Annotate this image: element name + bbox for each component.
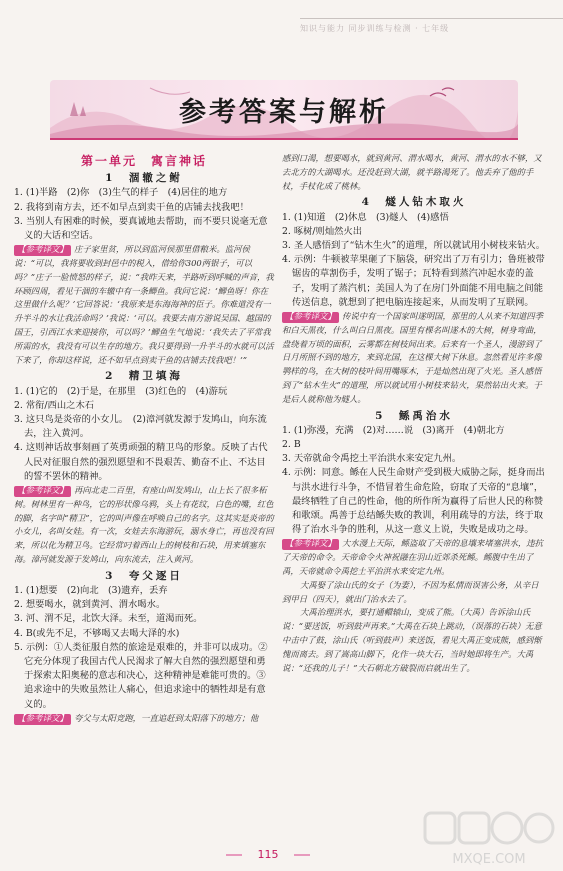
ref-text: 传说中有一个国家叫遂明国，那里的人从来不知道四季和白天黑夜，什么叫白日黑夜。国里有棵名叫遂木的大树，树身弯曲，盘绕着万顷的面积，云雾都在树枝间出来。后来有一个圣人，漫游到了日月所照不到的地方，来到北国，在这棵大树下休息。忽然看见许多像鹗样的鸟，在大树的枝叶间用嘴啄木，于是灿然出现了火光。圣人感悟到了“钻木生火”的道理，所以就试用小树枝来钻火，果然钻出火来。于是后人就称他为燧人。 [282, 311, 544, 404]
section-title-2: 2 精卫填海 [105, 370, 183, 383]
answer-item: 2. 我将到南方去，还不如早点到卖干鱼的店铺去找我吧！ [14, 201, 249, 213]
answer-item: 3. 这只鸟是炎帝的小女儿。 (2)漳河就发源于发鸠山，向东流去，注入黄河。 [14, 414, 267, 440]
ref-text: 再向北走二百里，有座山叫发鸠山，山上长了很多柘树。树林里有一种鸟，它的形状像乌鸦，头上有花纹，白色的嘴，红色的脚，名字叫“精卫”，它的叫声像在呼唤自己的名字。这其实是炎帝的小女儿，名叫女娃。有一次，女娃去东海游玩，溺水身亡，再也没有回来，所以化为精卫鸟。它经常叼着西山上的树枝和石块，用来填塞东海。漳河就发源于发鸠山，向东流去，注入黄河。 [14, 485, 274, 564]
section-title-5: 5 鲧禹治水 [375, 409, 453, 422]
answer-item: 4. 示例：牛顿被苹果砸了下脑袋，研究出了万有引力；鲁班被带锯齿的草割伤手，发明了锯子；瓦特看到蒸汽冲起水壶的盖子，发明了蒸汽机；美国人为了在房门外面能不用电脑之间能传送信息，就想到了把电脑连接起来，从而发明了互联网。 [282, 254, 545, 308]
answer-item: 3. 天帝就命令禹挖土平治洪水来安定九州。 [282, 453, 462, 465]
answer-item: 2. B [282, 439, 301, 450]
header-rule [300, 18, 563, 19]
section-title-1: 1 涸辙之鲋 [105, 172, 183, 185]
answer-item: 2. 啄树/则灿然火出 [282, 225, 363, 237]
page-number: 115 [244, 848, 292, 862]
reference-translation-3-continued: 感到口渴，想要喝水，就到黄河、渭水喝水，黄河、渭水的水不够，又去北方的大湖喝水。还没赶到大湖，就半路渴死了。他丢弃了他的手杖，手杖化成了桃林。 [282, 153, 542, 191]
answer-item: 4. 示例：同意。鲧在人民生命财产受到极大威胁之际，挺身而出与洪水进行斗争，不惜冒着生命危险，窃取了天帝的“息壤”，最终牺牲了自己的性命，他的所作所为赢得了后世人民的称赞和歌颂。禹善于总结鲧失败的教训，利用疏导的方法，终于取得了治水斗争的胜利，从这一意义上说，失败是成功之母。 [282, 467, 545, 536]
answer-item: 1. (1)知道 (2)休息 (3)燧人 (4)感悟 [282, 211, 449, 223]
right-column [282, 152, 546, 675]
unit-title: 第一单元 寓言神话 [80, 154, 207, 168]
banner-title: 参考答案与解析 [179, 97, 389, 128]
answer-item: 2. 想要喝水，就到黄河、渭水喝水。 [14, 599, 166, 611]
answer-item: 1. (1)半路 (2)你 (3)生气的样子 (4)居住的地方 [14, 187, 228, 199]
reference-translation-3 [14, 712, 274, 726]
ref-label: 【参考译文】 [282, 539, 339, 550]
reference-translation-4 [282, 310, 546, 407]
ref-label: 【参考译文】 [14, 245, 71, 256]
watermark-text: MXQE.COM [452, 852, 526, 867]
answer-item: 3. 当别人有困难的时候，要真诚地去帮助，而不要只说毫无意义的大话和空话。 [14, 215, 268, 242]
answer-item: 4. 这则神话故事刻画了英勇顽强的精卫鸟的形象。反映了古代人民对征服自然的强烈愿望和不畏艰苦、勤奋不止、不达目的誓不罢休的精神。 [14, 442, 268, 482]
reference-translation-5b: 大禹娶了涂山氏的女子（为妻），不因为私情而误害公务，从辛日到甲日（四天），就出门治水去了。 [282, 579, 539, 604]
answer-item: 3. 河、渭不足，北饮大泽。未至，道渴而死。 [14, 613, 203, 625]
ref-label: 【参考译文】 [14, 486, 71, 497]
running-header: 知识与能力 同步训练与检测 · 七年级 [300, 24, 450, 33]
section-title-4: 4 燧人钻木取火 [361, 196, 467, 209]
reference-translation-1 [14, 243, 274, 367]
ref-label: 【参考译文】 [14, 714, 71, 725]
answer-item: 1. (1)它的 (2)于是，在那里 (3)红色的 (4)游玩 [14, 385, 228, 397]
answer-item: 5. 示例：①人类征服自然的旅途是艰难的，并非可以成功。②它充分体现了我国古代人民渴求了解大自然的强烈愿望和勇于探索太阳奥秘的意志和决心，这种精神是难能可贵的。③追求途中的失败虽然让人痛心，但追求途中的牺牲却是有意义的。 [14, 641, 268, 710]
ref-text: 大水漫上天际，鲧盗取了天帝的息壤来堵塞洪水，违抗了天帝的命令。天帝命令火神祝融在羽山近郊杀死鲧。鲧腹中生出了禹，天帝就命令禹挖土平治洪水来安定九州。 [282, 538, 544, 577]
left-column [14, 152, 274, 726]
watermark-logo [421, 807, 557, 869]
answer-banner [50, 80, 518, 140]
reference-translation-5c: 大禹治理洪水，要打通轘辕山，变成了熊。（大禹）告诉涂山氏说：“要送饭，听到鼓声再来。”大禹在石块上跳动，（误落的石块）无意中击中了鼓，涂山氏（听到鼓声）来送饭，看见大禹正变成熊，感到惭愧而离去。到了嵩高山脚下，化作一块大石，当时她即将生产。大禹说：“还我的儿子！”大石朝北方破裂而启就出生了。 [282, 607, 542, 673]
answer-item: 1. (1)弥漫，充满 (2)对……说 (3)离开 (4)朝北方 [282, 424, 505, 436]
answer-item: 1. (1)想要 (2)向北 (3)遗弃，丢弃 [14, 585, 168, 596]
answer-item: 4. B(或先不足，不够喝又去喝大泽的水) [14, 627, 180, 639]
reference-translation-2 [14, 484, 274, 567]
answer-item: 3. 圣人感悟到了“钻木生火”的道理，所以就试用小树枝来钻火。 [282, 240, 546, 251]
ref-text: 庄子家里贫，所以到监河侯那里借粮米。监河侯说：“可以，我将要收到封邑中的税入，借给你300两银子，可以吗？”庄子一脸愤怒的样子，说：“我昨天来，半路听到呼喊的声音，我环顾四周，看见干涸的车辙中有一条鲫鱼。我问它说：‘鲫鱼呀！你在这里做什么呢？’它回答说：‘我原来是东海海神的臣子。你难道没有一升半斗的水让我活命吗？’我说：‘可以。我要去南方游说吴国、越国的国王，引西江水来迎接你，可以吗？’鲫鱼生气地说：‘我失去了平常我所需的水，我没有可以生存的地方。我只要得到一升半斗的水就可以活下来了，你却这样说，还不如早点到卖干鱼的店铺去找我吧！’” [14, 244, 274, 365]
ref-label: 【参考译文】 [282, 312, 339, 323]
section-title-3: 3 夸父逐日 [105, 569, 183, 582]
reference-translation-5 [282, 537, 546, 578]
answer-item: 2. 常衔/西山之木石 [14, 399, 95, 411]
ref-text: 夸父与太阳竞跑，一直追赶到太阳落下的地方；他 [74, 712, 259, 723]
